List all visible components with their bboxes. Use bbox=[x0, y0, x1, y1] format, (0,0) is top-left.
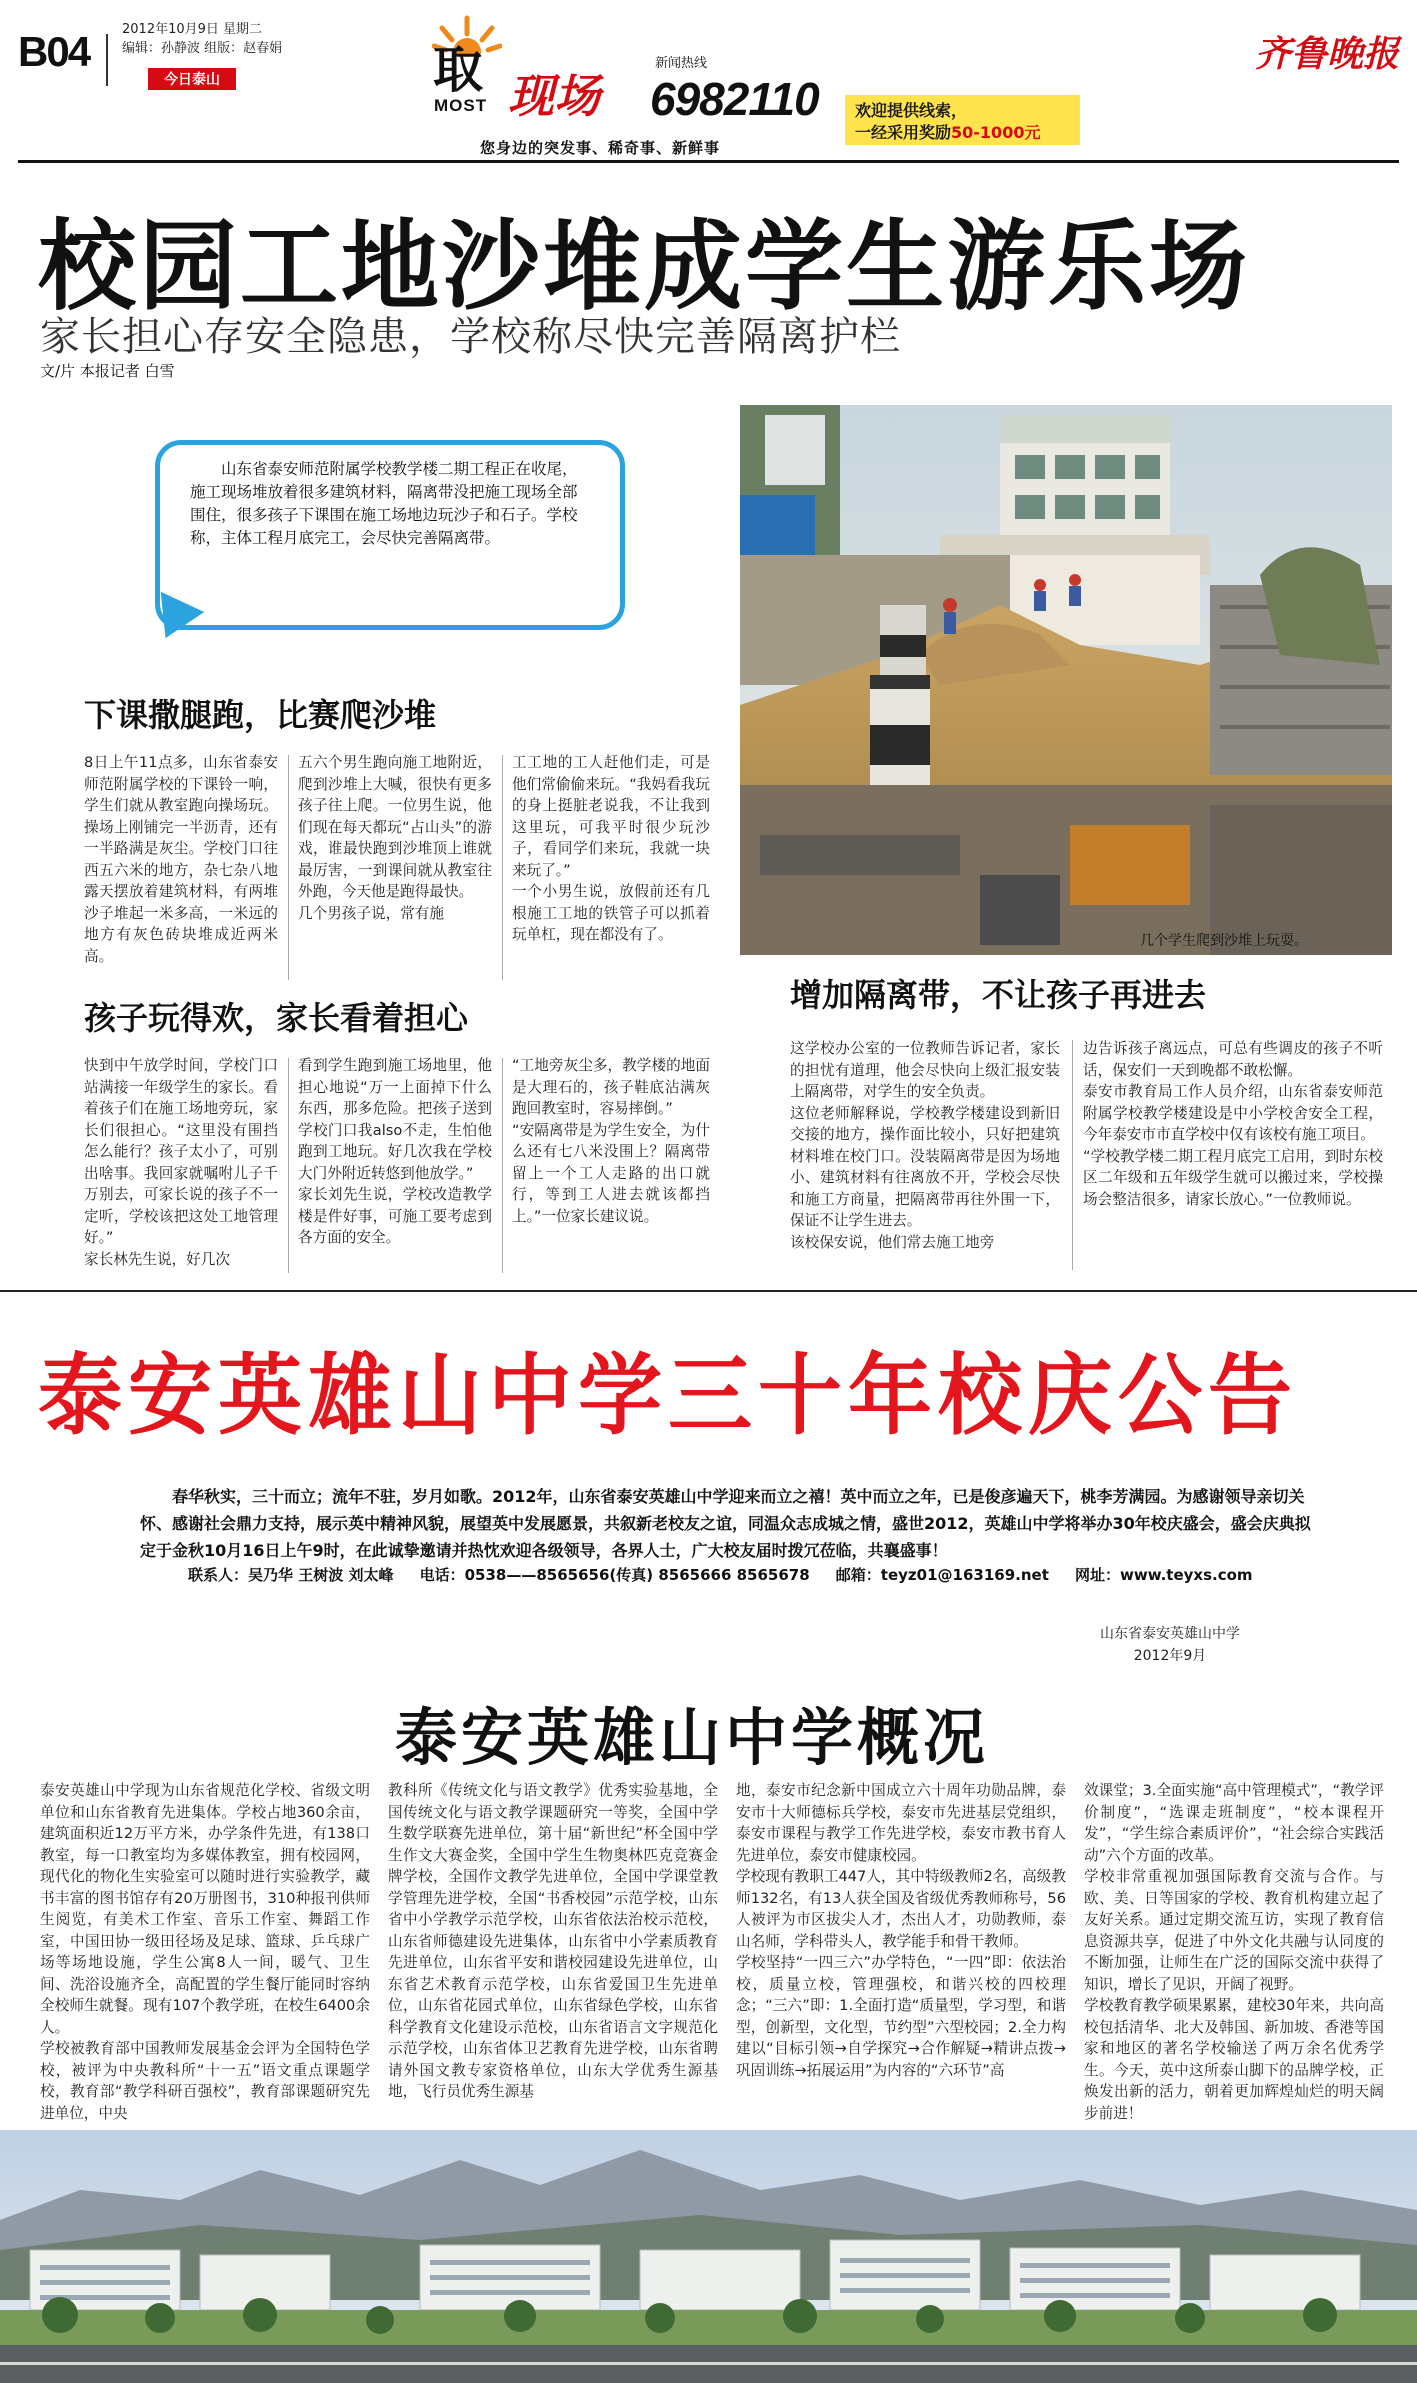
overview-col2: 教科所《传统文化与语文教学》优秀实验基地，全国传统文化与语文教学课题研究一等奖，全国中学生数学联赛先进单位，第十届“新世纪”杯全国中学生作文大赛金奖，全国中学生生物奥林匹克竞赛金牌学校，全国作文教学先进单位，全国中学课堂教学管理先进学校，全国“书香校园”示范学校，山东省中小学教学示范学校，山东省依法治校示范校，山东省师德建设先进集体，山东省中小学素质教育先进单位，山东省平安和谐校园建设先进单位，山东省艺术教育示范学校，山东省爱国卫生先进单位，山东省花园式单位，山东省绿色学校，山东省科学教育文化建设示范校，山东省语言文字规范化示范学校，山东省体卫艺教育先进学校，山东省聘请外国文教专家资格单位，山东大学优秀生源基地，飞行员优秀生源基 bbox=[388, 1782, 718, 2100]
col-rule bbox=[1072, 1040, 1073, 1270]
ad-sign-date: 2012年9月 bbox=[1133, 1648, 1207, 1664]
section3-title: 增加隔离带，不让孩子再进去 bbox=[790, 976, 1207, 1014]
section2-title: 孩子玩得欢，家长看着担心 bbox=[84, 999, 469, 1037]
col-rule bbox=[502, 755, 503, 980]
ad-signature bbox=[1100, 1623, 1240, 1667]
campus-photo bbox=[0, 2130, 1417, 2383]
section1-col3: 工工地的工人赶他们走，可是他们常偷偷来玩。“我妈看我玩的身上挺脏老说我，不让我到这里玩，可我平时很少玩沙子，看同学们来玩，我就一块来玩了。” 一个小男生说，放假前还有几根施工工地的铁管子可以抓着玩单杠，现在都没有了。 bbox=[512, 754, 710, 943]
section2-col3: “工地旁灰尘多，教学楼的地面是大理石的，孩子鞋底沾满灰跑回教室时，容易摔倒。” “安隔离带是为学生安全，为什么还有七八米没围上？隔离带留上一个工人走路的出口就行，等到工人进去就该都挡上。”一位家长建议说。 bbox=[512, 1057, 710, 1225]
contact-phone: 电话：0538——8565656(传真) 8565666 8565678 bbox=[419, 1566, 810, 1584]
contact-people: 联系人：吴乃华 王树波 刘太峰 bbox=[188, 1566, 394, 1584]
contact-website: 网址：www.teyxs.com bbox=[1075, 1566, 1253, 1584]
section-tag: 今日泰山 bbox=[148, 68, 236, 90]
ad-contacts bbox=[188, 1564, 1253, 1585]
section1-col2: 五六个男生跑向施工地附近，爬到沙堆上大喊，很快有更多孩子往上爬。一位男生说，他们现在每天都玩“占山头”的游戏，谁最快跑到沙堆顶上谁就最厉害，一到课间就从教室往外跑，今天他是跑得最快。 几个男孩子说，常有施 bbox=[298, 754, 492, 922]
ad-signer: 山东省泰安英雄山中学 bbox=[1100, 1626, 1240, 1642]
contact-email: 邮箱：teyz01@163169.net bbox=[835, 1566, 1049, 1584]
summary-text: 山东省泰安师范附属学校教学楼二期工程正在收尾，施工现场堆放着很多建筑材料，隔离带没把施工现场全部围住，很多孩子下课围在施工场地边玩沙子和石子。学校称，主体工程月底完工，会尽快完善隔离带。 bbox=[190, 460, 578, 547]
reward-line2: 一经采用奖励50-1000元 bbox=[855, 123, 1041, 142]
header-rule bbox=[18, 160, 1399, 163]
photo-caption: 几个学生爬到沙堆上玩耍。 bbox=[1140, 933, 1308, 949]
hotline-number: 6982110 bbox=[650, 73, 819, 125]
col-rule bbox=[288, 1058, 289, 1273]
article-photo bbox=[740, 405, 1392, 955]
page-number: B04 bbox=[18, 28, 89, 76]
reward-line1: 欢迎提供线索， bbox=[855, 101, 968, 120]
byline: 文/片 本报记者 白雪 bbox=[40, 362, 175, 380]
hotline-slogan: 您身边的突发事、稀奇事、新鲜事 bbox=[480, 139, 721, 157]
editors: 编辑：孙静波 组版：赵春娟 bbox=[122, 41, 283, 56]
hotline-label: 新闻热线 bbox=[655, 56, 708, 71]
most-word: MOST bbox=[434, 96, 488, 115]
overview-title: 泰安英雄山中学概况 bbox=[395, 1701, 990, 1774]
section3-col1: 这学校办公室的一位教师告诉记者，家长的担忧有道理，他会尽快向上级汇报安装上隔离带，对学生的安全负责。 这位老师解释说，学校教学楼建设到新旧交接的地方，操作面比较小，只好把建筑材料堆在校门口。没装隔离带是因为场地小、建筑材料有往离放不开，学校会尽快和施工方商量，把隔离带再往外围一下，保证不让学生进去。 该校保安说，他们常去施工地旁 bbox=[790, 1040, 1060, 1251]
overview-col3: 地，泰安市纪念新中国成立六十周年功勋品牌，泰安市十大师德标兵学校，泰安市先进基层党组织，泰安市课程与教学工作先进学校，泰安市教书育人先进单位，泰安市健康校园。 学校现有教职工447人，其中特级教师2名，高级教师132名，有13人获全国及省级优秀教师称号，56人被评为市区拔尖人才，杰出人才，功勋教师，泰山名师，学科带头人，教学能手和骨干教师。 学校坚持“一四三六”办学特色，“一四”即：依法治校，质量立校，管理强校，和谐兴校的四校理念；“三六”即：1.全面打造“质量型，学习型，和谐型，创新型，文化型，节约型”六型校园；2.全力构建以“目标引领→自学探究→合作解疑→精讲点拨→巩固训练→拓展运用”为内容的“六环节”高 bbox=[736, 1782, 1066, 2079]
ad-body: 春华秋实，三十而立；流年不驻，岁月如歌。2012年，山东省泰安英雄山中学迎来而立之禧！英中而立之年，已是俊彦遍天下，桃李芳满园。为感谢领导亲切关怀、感谢社会鼎力支持，展示英中精神风貌，展望英中发展愿景，共叙新老校友之谊，同温众志成城之情，盛世2012，英雄山中学将举办30年校庆盛会，盛会庆典拟定于金秋10月16日上午9时，在此诚挚邀请并热忱欢迎各级领导，各界人士，广大校友届时拨冗莅临，共襄盛事！ bbox=[140, 1487, 1311, 1560]
page-divider bbox=[0, 1290, 1417, 1302]
headline: 校园工地沙堆成学生游乐场 bbox=[38, 210, 1251, 324]
col-rule bbox=[502, 1058, 503, 1273]
col-rule bbox=[288, 755, 289, 980]
section2-col1: 快到中午放学时间，学校门口站满接一年级学生的家长。看着孩子们在施工场地旁玩，家长们很担心。“这里没有围挡怎么能行？孩子太小了，可别出啥事。我回家就嘱咐儿子千万别去，可家长说的孩子不一定听，学校该把这处工地管理好。” 家长林先生说，好几次 bbox=[84, 1057, 278, 1268]
overview-col4: 效课堂；3.全面实施“高中管理模式”，“教学评价制度”，“选课走班制度”，“校本课程开发”，“学生综合素质评价”，“社会综合实践活动”六个方面的改革。 学校非常重视加强国际教育交流与合作。与欧、美、日等国家的学校、教育机构建立起了友好关系。通过定期交流互访，实现了教育信息资源共享，促进了中外文化共融与认同度的不断加强，让师生在广泛的国际交流中获得了知识，增长了见识，开阔了视野。 学校教育教学硕果累累，建校30年来，共向高校包括清华、北大及韩国、新加坡、香港等国家和地区的著名学校输送了两万余名优秀学生。今天，英中这所泰山脚下的品牌学校，正焕发出新的活力，朝着更加辉煌灿烂的明天阔步前进！ bbox=[1084, 1782, 1384, 2122]
issue-meta bbox=[122, 20, 282, 58]
section1-title: 下课撒腿跑，比赛爬沙堆 bbox=[84, 696, 437, 734]
paper-logo: 齐鲁晚报 bbox=[1255, 33, 1400, 75]
xianchang-logo: 现场 bbox=[508, 69, 600, 123]
ad-title: 泰安英雄山中学三十年校庆公告 bbox=[38, 1343, 1299, 1447]
subheadline: 家长担心存安全隐患，学校称尽快完善隔离护栏 bbox=[40, 314, 901, 360]
section2-col2: 看到学生跑到施工场地里，他担心地说“万一上面掉下什么东西，那多危险。把孩子送到学校门口我also不走，生怕他跑到工地玩。好几次我在学校大门外附近转悠到他放学。” 家长刘先生说，学校改造教学楼是件好事，可施工要考虑到各方面的安全。 bbox=[298, 1057, 492, 1246]
overview-col1: 泰安英雄山中学现为山东省规范化学校、省级文明单位和山东省教育先进集体。学校占地360余亩，建筑面积近12万平方米，办学条件先进，有138口教室，每一口教室均为多媒体教室，拥有校园网，现代化的物化生实验室可以随时进行实验教学，藏书丰富的图书馆存有20万册图书，310种报刊供师生阅览，有美术工作室、音乐工作室、舞蹈工作室，中国田协一级田径场及足球、篮球、乒乓球广场等场地设施，学生公寓8人一间，暖气、卫生间、洗浴设施齐全，高配置的学生餐厅能同时容纳全校师生就餐。现有107个教学班，在校生6400余人。 学校被教育部中国教师发展基金会评为全国特色学校，被评为中央教科所“十一五”语文重点课题学校，教育部“教学科研百强校”，教育部课题研究先进单位，中央 bbox=[40, 1782, 370, 2122]
section1-col1: 8日上午11点多，山东省泰安师范附属学校的下课铃一响，学生们就从教室跑向操场玩。操场上刚铺完一半沥青，还有一半路满是灰尘。学校门口往西五六米的地方，杂七杂八地露天摆放着建筑材料，有两堆沙子堆起一米多高，一米远的地方有灰色砖块堆成近两米高。 bbox=[84, 754, 278, 965]
section3-col2: 边告诉孩子离远点，可总有些调皮的孩子不听话，保安们一天到晚都不敢松懈。 泰安市教育局工作人员介绍，山东省泰安师范附属学校教学楼建设是中小学校舍安全工程，今年泰安市市直学校中仅有该校有施工项目。 “学校教学楼二期工程月底完工启用，到时东校区二年级和五年级学生就可以搬过来，学校操场会整洁很多，请家长放心。”一位教师说。 bbox=[1083, 1040, 1383, 1208]
issue-date: 2012年10月9日 星期二 bbox=[122, 22, 263, 37]
most-logo: 取 bbox=[433, 41, 483, 99]
